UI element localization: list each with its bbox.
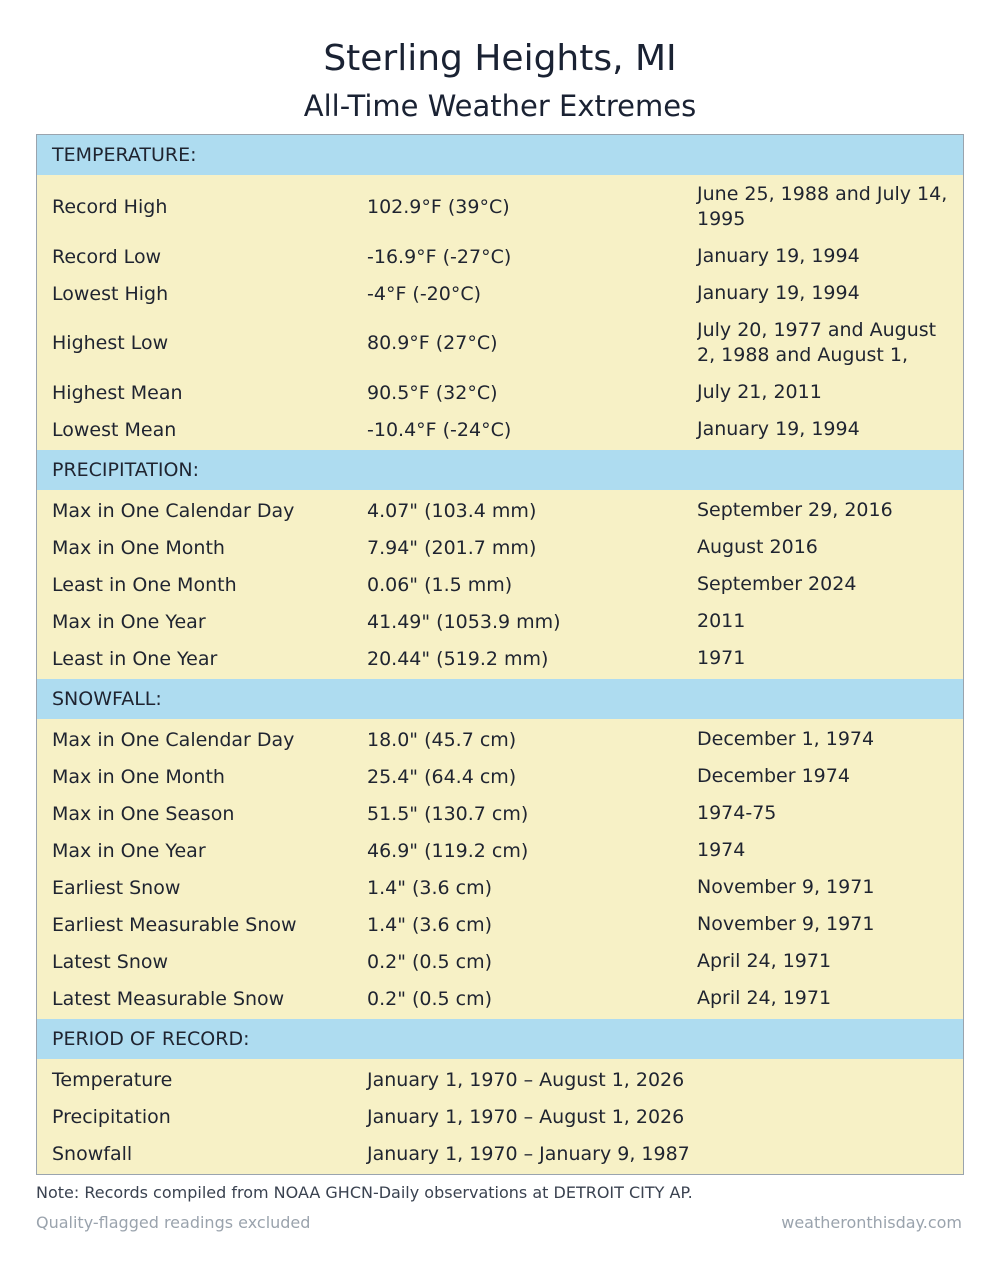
row-label: Lowest Mean (52, 418, 177, 441)
row-value: -16.9°F (-27°C) (367, 245, 512, 268)
footer-site-link[interactable]: weatheronthisday.com (781, 1213, 962, 1232)
table-row (37, 603, 963, 640)
row-label: Max in One Year (52, 610, 206, 633)
row-value: 0.2" (0.5 cm) (367, 987, 493, 1010)
row-date: January 19, 1994 (697, 418, 860, 440)
row-value: 51.5" (130.7 cm) (367, 802, 529, 825)
row-date: December 1974 (697, 765, 850, 787)
row-value: -4°F (-20°C) (367, 282, 482, 305)
row-date: April 24, 1971 (697, 950, 832, 972)
section-period (37, 1059, 963, 1174)
table-row (37, 832, 963, 869)
row-value: 25.4" (64.4 cm) (367, 765, 517, 788)
row-value: 0.2" (0.5 cm) (367, 950, 493, 973)
row-label: Least in One Month (52, 573, 237, 596)
page-subtitle: All-Time Weather Extremes (303, 89, 697, 123)
row-date: September 29, 2016 (697, 499, 893, 521)
row-label: Earliest Measurable Snow (52, 913, 297, 936)
row-label: Highest Mean (52, 381, 183, 404)
row-value: January 1, 1970 – August 1, 2026 (367, 1105, 685, 1128)
row-label: Max in One Year (52, 839, 206, 862)
section-header-precipitation: PRECIPITATION: (37, 450, 963, 490)
row-date: August 2016 (697, 536, 818, 558)
row-date: 1974-75 (697, 802, 777, 824)
row-value: 80.9°F (27°C) (367, 332, 498, 354)
row-label: Highest Low (52, 332, 169, 354)
footer-note: Note: Records compiled from NOAA GHCN-Daily observations at DETROIT CITY AP. (36, 1183, 693, 1202)
table-row (37, 721, 963, 758)
table-row (37, 640, 963, 677)
row-value: 46.9" (119.2 cm) (367, 839, 529, 862)
section-precipitation (37, 490, 963, 679)
row-date: July 21, 2011 (697, 381, 822, 403)
footer-quality-note: Quality-flagged readings excluded (36, 1213, 311, 1232)
row-value: 7.94" (201.7 mm) (367, 536, 537, 559)
page-title: Sterling Heights, MI (323, 38, 677, 79)
row-label: Max in One Month (52, 765, 225, 788)
row-value: 0.06" (1.5 mm) (367, 573, 513, 596)
row-label: Latest Snow (52, 950, 169, 973)
table-row (37, 312, 963, 374)
table-row (37, 943, 963, 980)
row-date: November 9, 1971 (697, 876, 875, 898)
extremes-table (36, 134, 964, 1175)
row-label: Max in One Calendar Day (52, 499, 295, 522)
table-row (37, 238, 963, 275)
row-value: 18.0" (45.7 cm) (367, 728, 517, 751)
table-row (37, 1061, 963, 1098)
table-row (37, 566, 963, 603)
row-date: July 20, 1977 and August 2, 1988 and August 1, (697, 319, 937, 366)
section-header-temperature: TEMPERATURE: (37, 135, 963, 175)
table-row (37, 980, 963, 1017)
section-header-period: PERIOD OF RECORD: (37, 1019, 963, 1059)
row-label: Latest Measurable Snow (52, 987, 285, 1010)
row-date: 1971 (697, 647, 746, 669)
row-label: Max in One Season (52, 802, 235, 825)
row-label: Temperature (52, 1068, 173, 1091)
table-row (37, 1098, 963, 1135)
row-value: January 1, 1970 – January 9, 1987 (367, 1142, 690, 1165)
row-value: 20.44" (519.2 mm) (367, 647, 549, 670)
table-row (37, 795, 963, 832)
row-value: 1.4" (3.6 cm) (367, 913, 493, 936)
row-label: Record Low (52, 245, 162, 268)
table-row (37, 374, 963, 411)
row-date: January 19, 1994 (697, 282, 860, 304)
table-row (37, 758, 963, 795)
table-row (37, 411, 963, 448)
row-label: Least in One Year (52, 647, 218, 670)
section-temperature (37, 175, 963, 450)
table-row (37, 175, 963, 238)
row-date: 2011 (697, 610, 746, 632)
row-date: September 2024 (697, 573, 857, 595)
row-label: Lowest High (52, 282, 169, 305)
row-value: 102.9°F (39°C) (367, 195, 510, 218)
table-row (37, 906, 963, 943)
table-row (37, 529, 963, 566)
row-label: Record High (52, 195, 168, 218)
section-header-snowfall: SNOWFALL: (37, 679, 963, 719)
row-value: 41.49" (1053.9 mm) (367, 610, 561, 633)
row-date: December 1, 1974 (697, 728, 875, 750)
table-row (37, 1135, 963, 1172)
section-snowfall (37, 719, 963, 1019)
row-date: January 19, 1994 (697, 245, 860, 267)
table-row (37, 275, 963, 312)
row-date: 1974 (697, 839, 746, 861)
row-label: Snowfall (52, 1142, 133, 1165)
row-value: 4.07" (103.4 mm) (367, 499, 537, 522)
row-value: January 1, 1970 – August 1, 2026 (367, 1068, 685, 1091)
row-label: Precipitation (52, 1105, 171, 1128)
row-label: Earliest Snow (52, 876, 181, 899)
table-row (37, 492, 963, 529)
row-date: November 9, 1971 (697, 913, 875, 935)
row-value: 90.5°F (32°C) (367, 381, 498, 404)
row-label: Max in One Month (52, 536, 225, 559)
table-row (37, 869, 963, 906)
row-date: June 25, 1988 and July 14, 1995 (697, 182, 948, 230)
row-value: -10.4°F (-24°C) (367, 418, 512, 441)
row-date: April 24, 1971 (697, 987, 832, 1009)
row-label: Max in One Calendar Day (52, 728, 295, 751)
row-value: 1.4" (3.6 cm) (367, 876, 493, 899)
